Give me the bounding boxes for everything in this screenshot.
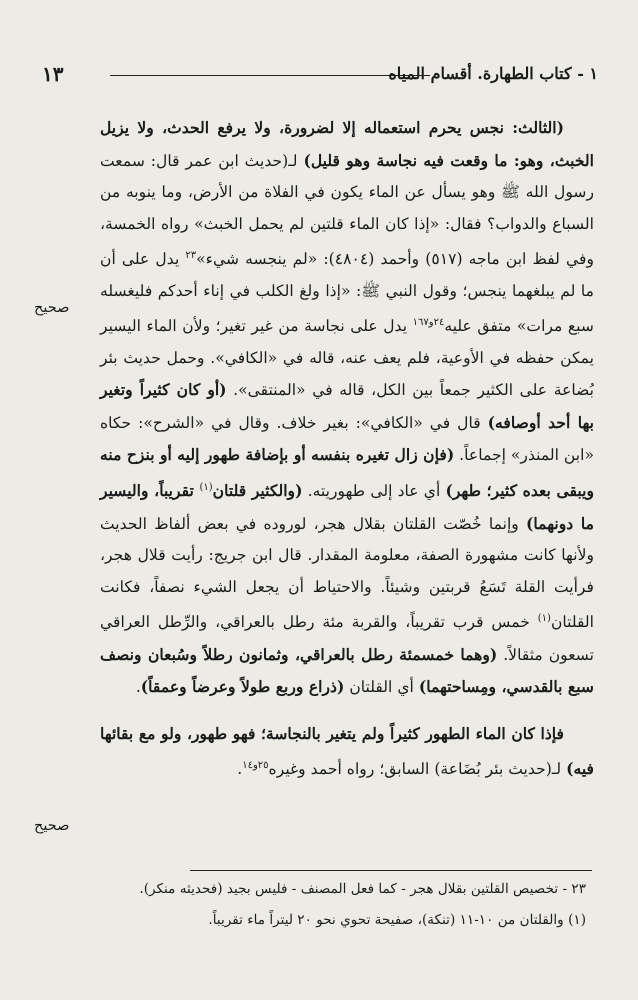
reference-marker: (١) — [537, 613, 551, 625]
matn-text: (أو كان كثيراً وتغير بها أحد أوصافه) — [100, 380, 594, 432]
page-number: ١٣ — [42, 62, 64, 86]
matn-text: (فإن زال تغيره بنفسه أو بإضافة طهور إليه أو بنزح منه ويبقى بعده كثير؛ طهر) — [100, 445, 594, 501]
margin-grade: صحيح — [34, 300, 70, 316]
paragraph — [100, 112, 594, 704]
reference-marker: (١) — [199, 481, 213, 493]
footnote-separator — [190, 870, 592, 871]
commentary-text: يدل على أن ما لم يبلغهما ينجس؛ وقول النبي ﷺ: «إذا ولغ الكلب في إناء أحدكم فليغسله سبع مرات» متفق عليه — [100, 250, 594, 336]
reference-marker: ٢٣ — [185, 250, 197, 261]
commentary-text: يدل على نجاسة من غير تغير؛ ولأن الماء اليسير يمكن حفظه في الأوعية، فلم يعف عنه، قاله في «الكافي». وحمل حديث بئر بُضاعة على الكثير جمعاً بين الكل، قاله في «المنتقى». — [100, 317, 594, 400]
margin-grade: صحيح — [34, 818, 70, 834]
footnotes — [60, 876, 586, 934]
matn-text: (والكثير قلتان — [212, 481, 303, 501]
matn-text: (ذراع وربع طولاً وعرضاً وعمقاً) — [140, 677, 345, 697]
commentary-text: لـ(حديث ابن عمر قال: سمعت رسول الله ﷺ وهو يسأل عن الماء يكون في الفلاة من الأرض، وما ينوبه من السباع والدواب؟ فقال: «إذا كان الماء قلتين لم يحمل الخبث» رواه الخمسة، وفي لفظ ابن ماجه (٥١٧) وأحمد (٤٨٠٤): «لم ينجسه شيء» — [100, 151, 594, 269]
commentary-text: قال في «الكافي»: بغير خلاف. وقال في «الشرح»: حكاه «ابن المنذر» إجماعاً. — [100, 413, 594, 465]
commentary-text: خمس قرب تقريباً، والقربة مئة رطل بالعراقي، والرِّطل العراقي تسعون مثقالاً. — [100, 613, 594, 664]
reference-marker: ٢٥و١٤ — [242, 760, 269, 772]
commentary-text: لـ(حديث بئر بُضَاعة) السابق؛ رواه أحمد وغيره — [268, 760, 567, 779]
paragraph — [100, 718, 594, 786]
header-rule — [110, 75, 430, 76]
footnote: (١) والقلتان من ١٠-١١ (تنكة)، صفيحة تحوي نحو ٢٠ ليتراً ماء تقريباً. — [208, 912, 586, 928]
matn-text: تقريباً، واليسير ما دونهما) — [100, 481, 594, 533]
matn-text: (الثالث: نجس يحرم استعماله إلا لضرورة، ولا يرفع الحدث، ولا يزيل الخبث، وهو: ما وقعت فيه نجاسة وهو قليل) — [100, 118, 594, 170]
commentary-text: . — [237, 760, 243, 779]
running-header — [42, 62, 598, 92]
commentary-text: أي القلتان — [344, 678, 419, 697]
commentary-text: وإنما خُصّت القلتان بقلال هجر، لوروده في بعض ألفاظ الحديث ولأنها كانت مشهورة الصفة، معلومة المقدار. قال ابن جريج: رأيت قلال هجر، فرأيت القلة تَسَعُ قربتين وشيئاً. والاحتياط أن يجعل الشيء نصفاً، فكانت القلتان — [100, 514, 594, 632]
matn-text: (وهما خمسمئة رطل بالعراقي، وثمانون رطلاً وسُبعان ونصف سبع بالقدسي، ومِساحتهما) — [100, 644, 594, 697]
main-text — [100, 112, 594, 786]
commentary-text: . — [135, 678, 141, 697]
footnote: ٢٣ - تخصيص القلتين بقلال هجر - كما فعل المصنف - فليس بجيد (فحديثه منكر). — [139, 881, 586, 897]
chapter-title: ١ - كتاب الطهارة. أقسام المياه — [388, 64, 598, 83]
commentary-text: أي عاد إلى طهوريته. — [302, 482, 446, 501]
reference-marker: ٢٤و١٦٧ — [412, 317, 445, 329]
matn-text: فإذا كان الماء الطهور كثيراً ولم يتغير بالنجاسة؛ فهو طهور، ولو مع بقائها فيه) — [100, 723, 594, 779]
